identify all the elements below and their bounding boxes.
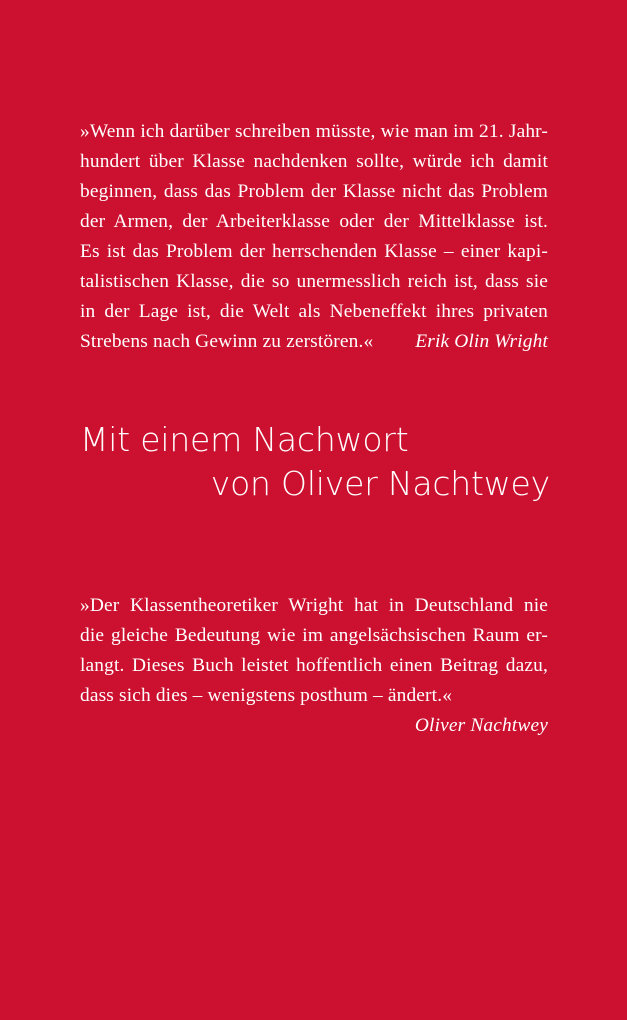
afterword-line: Mit einem Nachwort [80, 420, 409, 459]
quote-line: hundert über Klasse nachdenken sollte, würde ich damit [80, 151, 548, 172]
quote-line: »Der Klassentheoretiker Wright hat in Deutschland nie [80, 595, 548, 616]
quote-last-row [80, 327, 548, 357]
quote-line: Strebens nach Gewinn zu zerstören.« [80, 331, 374, 352]
quote-line: beginnen, dass das Problem der Klasse nicht das Problem [80, 181, 548, 202]
quote-line: dass sich dies – wenigstens posthum – ändert.« [80, 685, 453, 706]
quote-nachtwey [80, 591, 548, 741]
quote-wright [80, 117, 548, 357]
quote-line: die gleiche Bedeutung wie im angelsächsischen Raum er- [80, 625, 548, 646]
quote-line: langt. Dieses Buch leistet hoffentlich einen Beitrag dazu, [80, 655, 548, 676]
afterword-line: von Oliver Nachtwey [210, 464, 550, 503]
quote-line: der Armen, der Arbeiterklasse oder der Mittelklasse ist. [80, 211, 548, 232]
quote-line: »Wenn ich darüber schreiben müsste, wie man im 21. Jahr- [80, 121, 548, 142]
afterword-note [80, 418, 550, 506]
quote-line: Es ist das Problem der herrschenden Klasse – einer kapi- [80, 241, 548, 262]
quote-line: in der Lage ist, die Welt als Nebeneffekt ihres privaten [80, 301, 548, 322]
quote-attribution: Oliver Nachtwey [414, 715, 548, 736]
quote-line: talistischen Klasse, die so unermesslich reich ist, dass sie [80, 271, 548, 292]
quote-attribution: Erik Olin Wright [415, 331, 548, 352]
